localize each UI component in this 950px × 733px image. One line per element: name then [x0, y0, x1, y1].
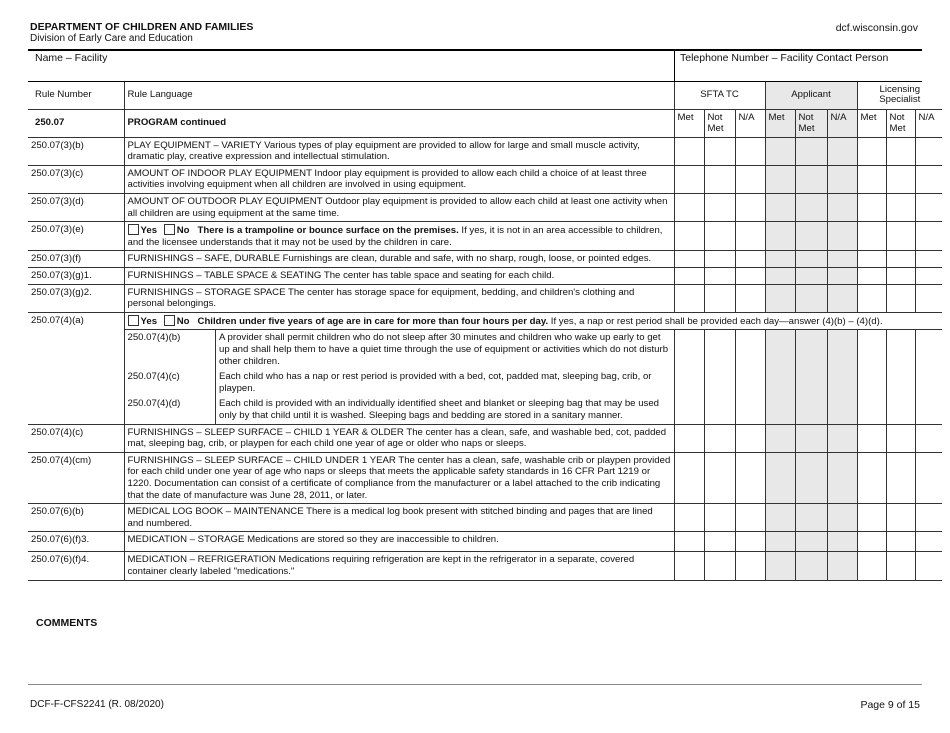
- check-cell[interactable]: [704, 552, 735, 580]
- rule-number: 250.07(3)(f): [28, 251, 124, 268]
- rule-text-detail: If yes, it is not in an area accessible to children, and the licensee understands that it may not be used by the children in care.: [127, 225, 663, 248]
- check-cell[interactable]: [857, 424, 886, 452]
- check-cell[interactable]: [674, 251, 704, 268]
- rule-text: FURNISHINGS – SAFE, DURABLE Furnishings are clean, durable and safe, with no sharp, rough, loose, or pointed edges.: [124, 251, 674, 268]
- check-cell[interactable]: [704, 137, 735, 165]
- check-cell[interactable]: [915, 424, 942, 452]
- check-cell[interactable]: [886, 194, 915, 222]
- no-checkbox[interactable]: [164, 315, 175, 326]
- rule-text: FURNISHINGS – SLEEP SURFACE – CHILD UNDER 1 YEAR The center has a clean, safe, washable crib or playpen provided for each child under one year of age who naps or sleeps that meets the applicable safety standards in 16 CFR Part 1219 or 1220. Documentation can consist of a certificate of compliance from the manufacturer or a label attached to the crib indicating that the date of manufacture was June 28, 2011, or later.: [124, 452, 674, 503]
- section-number: 250.07: [28, 109, 124, 137]
- check-cell[interactable]: [795, 504, 827, 532]
- check-cell[interactable]: [674, 552, 704, 580]
- check-cell[interactable]: [827, 452, 857, 503]
- check-cell[interactable]: [915, 532, 942, 552]
- yes-checkbox[interactable]: [128, 315, 139, 326]
- check-cell[interactable]: [795, 194, 827, 222]
- not-met-header: Not Met: [795, 109, 827, 137]
- page-header: [30, 21, 253, 45]
- rule-number: 250.07(6)(b): [28, 504, 124, 532]
- rule-text: MEDICATION – STORAGE Medications are stored so they are inaccessible to children.: [124, 532, 674, 552]
- rule-question: There is a trampoline or bounce surface on the premises.: [197, 225, 459, 237]
- check-cell[interactable]: [795, 165, 827, 193]
- not-met-header: Not Met: [704, 109, 735, 137]
- check-cell[interactable]: [765, 268, 795, 285]
- check-cell[interactable]: [674, 504, 704, 532]
- met-header: Met: [674, 109, 704, 137]
- check-cell[interactable]: [827, 165, 857, 193]
- check-cell[interactable]: [704, 222, 735, 251]
- table-row: [28, 452, 942, 503]
- check-cell[interactable]: [674, 222, 704, 251]
- check-cell[interactable]: [887, 396, 916, 423]
- check-cell[interactable]: [735, 268, 765, 285]
- check-cell[interactable]: [827, 194, 857, 222]
- check-cell[interactable]: [827, 268, 857, 285]
- footer-divider: [28, 684, 922, 685]
- check-cell[interactable]: [765, 284, 795, 312]
- check-cell[interactable]: [915, 222, 942, 251]
- check-cell[interactable]: [735, 137, 765, 165]
- check-cell[interactable]: [827, 532, 857, 552]
- check-cell[interactable]: [765, 532, 795, 552]
- check-cell[interactable]: [765, 424, 795, 452]
- check-cell[interactable]: [857, 268, 886, 285]
- yes-checkbox[interactable]: [128, 224, 139, 235]
- check-cell[interactable]: [915, 165, 942, 193]
- yes-label: Yes: [140, 315, 158, 327]
- check-cell[interactable]: [674, 452, 704, 503]
- check-cell[interactable]: [795, 251, 827, 268]
- check-cell[interactable]: [736, 369, 766, 396]
- check-cell[interactable]: [675, 330, 705, 369]
- check-cell[interactable]: [796, 369, 828, 396]
- nap-subtable: [125, 330, 943, 423]
- sub-rule-number: 250.07(4)(c): [127, 371, 180, 383]
- check-cell[interactable]: [735, 452, 765, 503]
- check-cell[interactable]: [675, 369, 705, 396]
- na-header: N/A: [915, 109, 942, 137]
- check-cell[interactable]: [705, 330, 736, 369]
- col-header-licensing: Licensing Specialist: [857, 82, 942, 109]
- check-cell[interactable]: [704, 268, 735, 285]
- table-row: [28, 268, 942, 285]
- sub-rule-text: A provider shall permit children who do not sleep after 30 minutes and children who wake up early to get up and shall help them to have a quiet time through the use of equipment or activities which do not disturb other children.: [216, 330, 675, 369]
- sub-row: [125, 396, 943, 423]
- rule-text-detail: If yes, a nap or rest period shall be provided each day—answer (4)(b) – (4)(d).: [548, 315, 883, 327]
- sub-rule-text: Each child who has a nap or rest period is provided with a bed, cot, padded mat, sleeping bag, crib, or playpen.: [216, 369, 675, 396]
- rules-table: [28, 82, 942, 581]
- check-cell[interactable]: [766, 369, 796, 396]
- check-cell[interactable]: [916, 369, 943, 396]
- table-row: [28, 312, 942, 330]
- met-header: Met: [765, 109, 795, 137]
- rule-text: AMOUNT OF INDOOR PLAY EQUIPMENT Indoor play equipment is provided to allow each child a choice of at least three activities involving equipment when all children are involved in using equipment.: [124, 165, 674, 193]
- form-number: DCF-F-CFS2241 (R. 08/2020): [30, 699, 164, 710]
- check-cell[interactable]: [765, 137, 795, 165]
- check-cell[interactable]: [828, 369, 858, 396]
- website-link[interactable]: dcf.wisconsin.gov: [835, 22, 918, 34]
- check-cell[interactable]: [736, 330, 766, 369]
- check-cell[interactable]: [916, 396, 943, 423]
- check-cell[interactable]: [704, 194, 735, 222]
- no-checkbox[interactable]: [164, 224, 175, 235]
- col-header-rule-language: Rule Language: [124, 82, 674, 109]
- check-cell[interactable]: [915, 452, 942, 503]
- check-cell[interactable]: [857, 284, 886, 312]
- check-cell[interactable]: [886, 137, 915, 165]
- check-cell[interactable]: [886, 251, 915, 268]
- check-cell[interactable]: [704, 452, 735, 503]
- check-cell[interactable]: [735, 424, 765, 452]
- check-cell[interactable]: [735, 532, 765, 552]
- table-row: [28, 504, 942, 532]
- check-cell[interactable]: [916, 330, 943, 369]
- sub-rule-number: 250.07(4)(d): [127, 398, 181, 410]
- check-cell[interactable]: [735, 222, 765, 251]
- rule-number: 250.07(3)(g)1.: [28, 268, 124, 285]
- table-row: [28, 424, 942, 452]
- check-cell[interactable]: [765, 452, 795, 503]
- check-cell[interactable]: [735, 504, 765, 532]
- check-cell[interactable]: [705, 369, 736, 396]
- check-cell[interactable]: [795, 532, 827, 552]
- check-cell[interactable]: [858, 330, 887, 369]
- section-title: PROGRAM continued: [124, 109, 674, 137]
- rule-text: FURNISHINGS – SLEEP SURFACE – CHILD 1 YEAR & OLDER The center has a clean, safe, and washable bed, cot, padded mat, sleeping bag, crib, or playpen for each child one year of age or older who naps or sleeps.: [124, 424, 674, 452]
- check-cell[interactable]: [915, 284, 942, 312]
- met-header: Met: [857, 109, 886, 137]
- rule-number: 250.07(4)(c): [28, 424, 124, 452]
- rule-number: 250.07(3)(b): [28, 137, 124, 165]
- check-cell[interactable]: [915, 504, 942, 532]
- check-cell[interactable]: [765, 251, 795, 268]
- check-cell[interactable]: [887, 369, 916, 396]
- check-cell[interactable]: [887, 330, 916, 369]
- check-cell[interactable]: [795, 137, 827, 165]
- col-header-applicant: Applicant: [765, 82, 857, 109]
- facility-info-row: [28, 51, 922, 82]
- check-cell[interactable]: [704, 284, 735, 312]
- check-cell[interactable]: [915, 251, 942, 268]
- check-cell[interactable]: [705, 396, 736, 423]
- col-header-sfta: SFTA TC: [674, 82, 765, 109]
- table-row: [28, 330, 942, 424]
- nap-subtable-cell: [124, 330, 942, 424]
- check-cell[interactable]: [857, 532, 886, 552]
- check-cell[interactable]: [795, 284, 827, 312]
- rule-text: MEDICAL LOG BOOK – MAINTENANCE There is a medical log book present with stitched binding and pages that are lined and numbered.: [124, 504, 674, 532]
- check-cell[interactable]: [795, 222, 827, 251]
- check-cell[interactable]: [704, 504, 735, 532]
- check-cell[interactable]: [857, 251, 886, 268]
- check-cell[interactable]: [886, 165, 915, 193]
- check-cell[interactable]: [766, 396, 796, 423]
- rule-text: [124, 312, 942, 330]
- check-cell[interactable]: [796, 330, 828, 369]
- sub-row: [125, 369, 943, 396]
- table-row: [28, 165, 942, 193]
- check-cell[interactable]: [675, 396, 705, 423]
- check-cell[interactable]: [857, 552, 886, 580]
- check-cell[interactable]: [735, 284, 765, 312]
- check-cell[interactable]: [857, 504, 886, 532]
- check-cell[interactable]: [886, 552, 915, 580]
- check-cell[interactable]: [915, 194, 942, 222]
- check-cell[interactable]: [795, 268, 827, 285]
- table-row: [28, 251, 942, 268]
- check-cell[interactable]: [857, 165, 886, 193]
- telephone-field[interactable]: Telephone Number – Facility Contact Person: [680, 52, 889, 64]
- table-row: [28, 222, 942, 251]
- check-cell[interactable]: [827, 284, 857, 312]
- rule-number: 250.07(3)(e): [28, 222, 124, 251]
- rule-number: 250.07(4)(cm): [28, 452, 124, 503]
- na-header: N/A: [827, 109, 857, 137]
- check-cell[interactable]: [735, 165, 765, 193]
- check-cell[interactable]: [766, 330, 796, 369]
- check-cell[interactable]: [886, 222, 915, 251]
- check-cell[interactable]: [735, 194, 765, 222]
- check-cell[interactable]: [674, 268, 704, 285]
- check-cell[interactable]: [827, 552, 857, 580]
- rule-number: 250.07(3)(c): [28, 165, 124, 193]
- comments-label: COMMENTS: [36, 617, 98, 629]
- check-cell[interactable]: [828, 330, 858, 369]
- check-cell[interactable]: [735, 552, 765, 580]
- check-cell[interactable]: [915, 552, 942, 580]
- check-cell[interactable]: [765, 194, 795, 222]
- rule-number: 250.07(3)(d): [28, 194, 124, 222]
- check-cell[interactable]: [828, 396, 858, 423]
- check-cell[interactable]: [704, 424, 735, 452]
- check-cell[interactable]: [886, 284, 915, 312]
- check-cell[interactable]: [795, 424, 827, 452]
- check-cell[interactable]: [704, 165, 735, 193]
- check-cell[interactable]: [704, 251, 735, 268]
- check-cell[interactable]: [886, 424, 915, 452]
- check-cell[interactable]: [674, 284, 704, 312]
- check-cell[interactable]: [765, 552, 795, 580]
- check-cell[interactable]: [674, 137, 704, 165]
- rule-text: FURNISHINGS – STORAGE SPACE The center has storage space for equipment, bedding, and children's clothing and personal belongings.: [124, 284, 674, 312]
- check-cell[interactable]: [674, 194, 704, 222]
- check-cell[interactable]: [674, 424, 704, 452]
- check-cell[interactable]: [795, 552, 827, 580]
- rule-text: MEDICATION – REFRIGERATION Medications requiring refrigeration are kept in the refrigerator in a separate, covered container clearly labeled "medications.": [124, 552, 674, 580]
- facility-name-field[interactable]: Name – Facility: [35, 52, 108, 64]
- rule-text: FURNISHINGS – TABLE SPACE & SEATING The center has table space and seating for each child.: [124, 268, 674, 285]
- check-cell[interactable]: [765, 504, 795, 532]
- not-met-header: Not Met: [886, 109, 915, 137]
- check-cell[interactable]: [674, 165, 704, 193]
- check-cell[interactable]: [857, 194, 886, 222]
- rule-text: [124, 222, 674, 251]
- rule-number: 250.07(4)(a): [28, 312, 124, 424]
- sub-rule-number: 250.07(4)(b): [127, 332, 181, 344]
- check-cell[interactable]: [827, 424, 857, 452]
- check-cell[interactable]: [796, 396, 828, 423]
- yes-label: Yes: [140, 225, 158, 237]
- rule-number: 250.07(3)(g)2.: [28, 284, 124, 312]
- check-cell[interactable]: [915, 268, 942, 285]
- check-cell[interactable]: [857, 222, 886, 251]
- na-header: N/A: [735, 109, 765, 137]
- table-row: [28, 532, 942, 552]
- check-cell[interactable]: [765, 165, 795, 193]
- rule-number: 250.07(6)(f)3.: [28, 532, 124, 552]
- check-cell[interactable]: [886, 268, 915, 285]
- sub-row: [125, 330, 943, 369]
- check-cell[interactable]: [674, 532, 704, 552]
- col-header-rule-number: Rule Number: [28, 82, 124, 109]
- no-label: No: [176, 315, 190, 327]
- check-cell[interactable]: [886, 532, 915, 552]
- department-name: DEPARTMENT OF CHILDREN AND FAMILIES: [30, 21, 254, 33]
- check-cell[interactable]: [858, 396, 887, 423]
- page-number: Page 9 of 15: [860, 699, 920, 711]
- check-cell[interactable]: [857, 137, 886, 165]
- rule-question: Children under five years of age are in care for more than four hours per day.: [197, 315, 549, 327]
- table-row: [28, 194, 942, 222]
- check-cell[interactable]: [827, 222, 857, 251]
- check-cell[interactable]: [857, 452, 886, 503]
- check-cell[interactable]: [735, 251, 765, 268]
- division-name: Division of Early Care and Education: [30, 33, 193, 44]
- check-cell[interactable]: [704, 532, 735, 552]
- check-cell[interactable]: [736, 396, 766, 423]
- no-label: No: [176, 225, 190, 237]
- check-cell[interactable]: [827, 137, 857, 165]
- table-row: [28, 284, 942, 312]
- table-row: [28, 552, 942, 580]
- check-cell[interactable]: [795, 452, 827, 503]
- check-cell[interactable]: [827, 251, 857, 268]
- check-cell[interactable]: [915, 137, 942, 165]
- rule-number: 250.07(6)(f)4.: [28, 552, 124, 580]
- check-cell[interactable]: [765, 222, 795, 251]
- check-cell[interactable]: [858, 369, 887, 396]
- table-row: [28, 137, 942, 165]
- check-cell[interactable]: [886, 504, 915, 532]
- check-cell[interactable]: [827, 504, 857, 532]
- rule-text: PLAY EQUIPMENT – VARIETY Various types of play equipment are provided to allow for large and small muscle activity, dramatic play, creative expression and intellectual stimulation.: [124, 137, 674, 165]
- rule-text: AMOUNT OF OUTDOOR PLAY EQUIPMENT Outdoor play equipment is provided to allow each child at least one activity when all children are using equipment at the same time.: [124, 194, 674, 222]
- check-cell[interactable]: [886, 452, 915, 503]
- sub-rule-text: Each child is provided with an individually identified sheet and blanket or sleeping bag that may be used only by that child until it is washed. Sleeping bags and bedding are stored in a sanitary manner.: [216, 396, 675, 423]
